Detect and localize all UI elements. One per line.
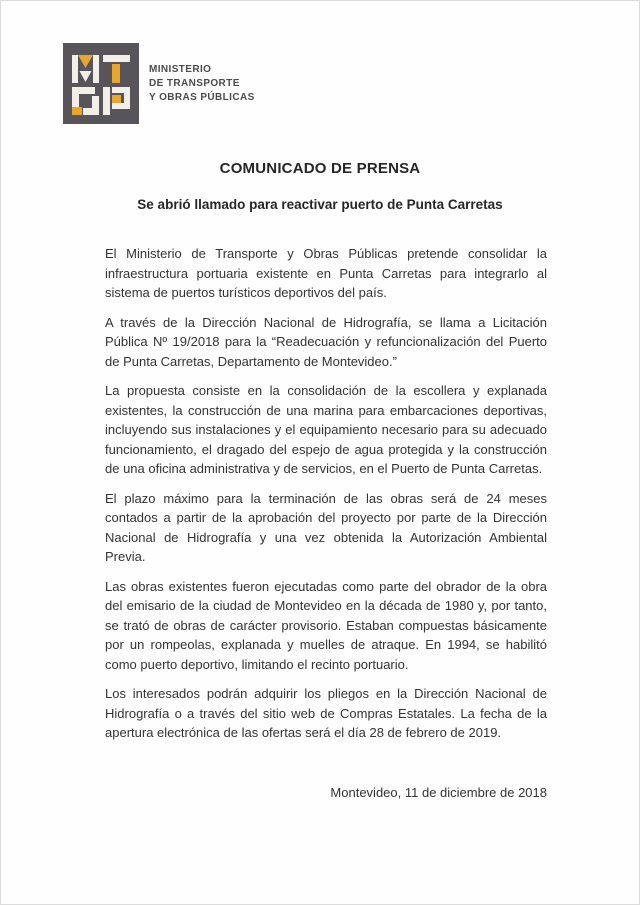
dateline: Montevideo, 11 de diciembre de 2018 — [330, 784, 547, 800]
paragraph-6: Los interesados podrán adquirir los pliegos en la Dirección Nacional de Hidrografía o a través del sitio web de Compras Estatales. La fecha de la apertura electrónica de las ofertas será el día 28 de febrero de 2019. — [105, 686, 547, 740]
paragraph-2: A través de la Dirección Nacional de Hidrografía, se llama a Licitación Pública Nº 19/2018 para la “Readecuación y refuncionalización del Puerto de Punta Carretas, Departamento de Montevideo.” — [105, 314, 547, 369]
document-body — [105, 244, 547, 743]
paragraph-3: La propuesta consiste en la consolidación de la escollera y explanada existentes, la construcción de una marina para embarcaciones deportivas, incluyendo sus instalaciones y el equipamiento necesario para su adecuado funcionamiento, el dragado del espejo de agua protegida y la construcción de una oficina administrativa y de servicios, en el Puerto de Punta Carretas. — [105, 383, 547, 476]
mtop-logo — [63, 43, 139, 124]
ministry-name — [149, 63, 255, 105]
paragraph-4: El plazo máximo para la terminación de las obras será de 24 meses contados a partir de la aprobación del proyecto por parte de la Dirección Nacional de Hidrografía y una vez obtenida la Autorización Ambiental Previa. — [105, 490, 547, 564]
document-subtitle: Se abrió llamado para reactivar puerto de Punta Carretas — [137, 197, 503, 212]
document-title: COMUNICADO DE PRENSA — [219, 160, 421, 177]
ministry-name-line-2: DE TRANSPORTE — [149, 78, 240, 89]
ministry-name-line-3: Y OBRAS PÚBLICAS — [149, 92, 255, 103]
mtop-logo-icon — [63, 43, 139, 124]
ministry-name-line-1: MINISTERIO — [149, 64, 212, 75]
paragraph-1: El Ministerio de Transporte y Obras Públicas pretende consolidar la infraestructura portuaria existente en Punta Carretas para integrarlo al sistema de puertos turísticos deportivos del país. — [105, 246, 547, 300]
paragraph-5: Las obras existentes fueron ejecutadas como parte del obrador de la obra del emisario de la ciudad de Montevideo en la década de 1980 y, por tanto, se trató de obras de carácter provisorio. Estaban compuestas básicamente por un rompeolas, explanada y muelles de atraque. En 1994, se habilitó como puerto deportivo, limitando el recinto portuario. — [105, 578, 547, 672]
letterhead — [63, 43, 639, 124]
